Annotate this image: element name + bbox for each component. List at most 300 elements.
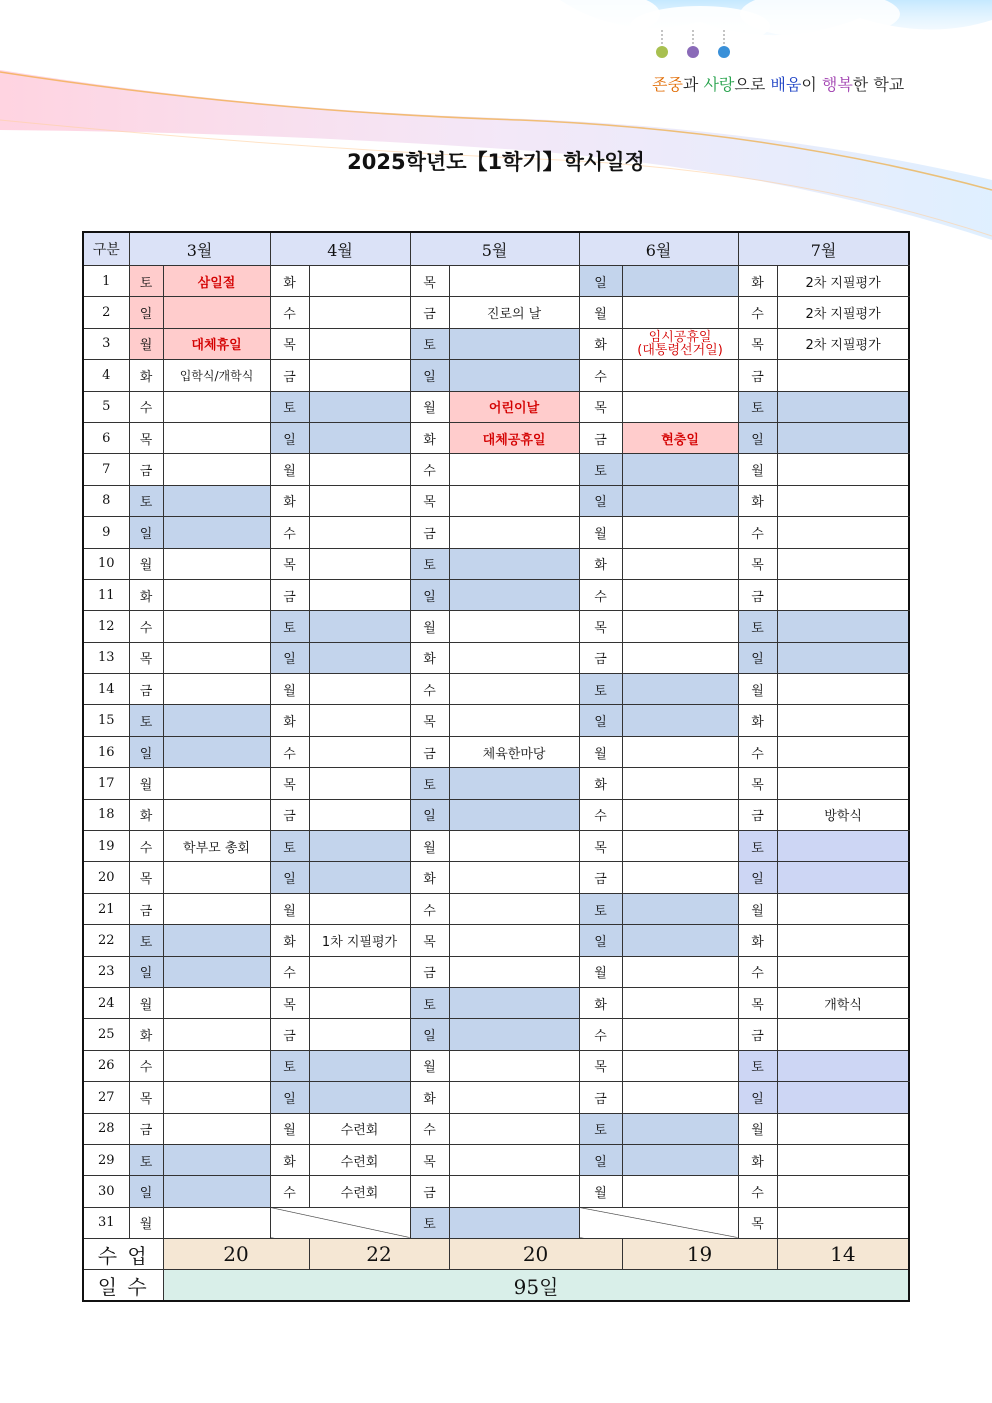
weekday-cell: 토 [738, 391, 777, 422]
event-cell [777, 1207, 909, 1238]
day-row [83, 266, 909, 297]
event-cell [163, 517, 270, 548]
weekday-cell: 월 [129, 548, 163, 579]
weekday-cell: 토 [410, 1207, 449, 1238]
day-row [83, 1082, 909, 1113]
weekday-cell: 월 [129, 1207, 163, 1238]
weekday-cell: 수 [410, 893, 449, 924]
weekday-cell: 토 [738, 1050, 777, 1081]
day-number: 2 [83, 297, 129, 328]
day-row [83, 548, 909, 579]
day-number: 30 [83, 1176, 129, 1207]
event-cell [163, 925, 270, 956]
event-cell [777, 705, 909, 736]
event-cell [309, 956, 410, 987]
event-cell [309, 611, 410, 642]
weekday-cell: 수 [129, 1050, 163, 1081]
event-cell [622, 266, 738, 297]
event-cell: 개학식 [777, 987, 909, 1018]
event-cell [309, 454, 410, 485]
day-number: 17 [83, 768, 129, 799]
weekday-cell: 월 [129, 768, 163, 799]
motto-segment: 이 [801, 75, 822, 94]
event-cell [449, 548, 579, 579]
day-number: 16 [83, 736, 129, 767]
event-cell [163, 611, 270, 642]
weekday-cell: 토 [129, 266, 163, 297]
event-cell: 진로의 날 [449, 297, 579, 328]
weekday-cell: 화 [270, 485, 309, 516]
event-cell [449, 1050, 579, 1081]
weekday-cell: 일 [579, 266, 622, 297]
day-number: 12 [83, 611, 129, 642]
weekday-cell: 월 [410, 391, 449, 422]
weekday-cell: 화 [738, 485, 777, 516]
day-row [83, 674, 909, 705]
weekday-cell: 수 [738, 517, 777, 548]
day-row [83, 862, 909, 893]
weekday-cell: 월 [579, 517, 622, 548]
day-row [83, 1207, 909, 1238]
event-cell [163, 454, 270, 485]
weekday-cell: 일 [579, 1144, 622, 1175]
weekday-cell: 월 [579, 297, 622, 328]
header-background-decoration [0, 0, 992, 260]
event-cell [163, 674, 270, 705]
motto-segment: 배움 [770, 75, 802, 94]
weekday-cell: 목 [270, 548, 309, 579]
event-cell [163, 297, 270, 328]
weekday-cell: 일 [129, 956, 163, 987]
weekday-cell: 월 [270, 893, 309, 924]
event-cell [163, 1019, 270, 1050]
event-cell [777, 1050, 909, 1081]
event-cell: 입학식/개학식 [163, 360, 270, 391]
event-cell [777, 862, 909, 893]
event-cell: 대체휴일 [163, 328, 270, 359]
header-month-4: 4월 [270, 232, 410, 266]
motto-segment: 과 [682, 75, 704, 94]
event-cell [449, 799, 579, 830]
weekday-cell: 월 [579, 1176, 622, 1207]
weekday-cell: 화 [270, 705, 309, 736]
event-cell [622, 297, 738, 328]
motto-segment: 사랑 [703, 75, 735, 94]
weekday-cell: 월 [579, 956, 622, 987]
weekday-cell: 월 [270, 674, 309, 705]
day-number: 10 [83, 548, 129, 579]
day-number: 5 [83, 391, 129, 422]
event-cell [449, 266, 579, 297]
day-row [83, 768, 909, 799]
event-cell [309, 736, 410, 767]
weekday-cell: 화 [410, 1082, 449, 1113]
event-cell [622, 768, 738, 799]
event-cell [309, 987, 410, 1018]
weekday-cell: 목 [579, 831, 622, 862]
event-cell [622, 674, 738, 705]
weekday-cell: 화 [738, 1144, 777, 1175]
event-cell: 체육한마당 [449, 736, 579, 767]
day-row [83, 485, 909, 516]
weekday-cell: 토 [579, 893, 622, 924]
weekday-cell: 일 [410, 799, 449, 830]
day-row [83, 987, 909, 1018]
event-cell: 임시공휴일 (대통령선거일) [622, 328, 738, 359]
weekday-cell: 화 [270, 266, 309, 297]
day-number: 8 [83, 485, 129, 516]
weekday-cell: 목 [410, 925, 449, 956]
event-cell [777, 579, 909, 610]
event-cell [777, 422, 909, 453]
weekday-cell: 화 [410, 862, 449, 893]
weekday-cell: 토 [410, 987, 449, 1018]
weekday-cell: 수 [579, 1019, 622, 1050]
event-cell [777, 736, 909, 767]
page-title: 2025학년도【1학기】학사일정 [347, 150, 645, 174]
day-number: 24 [83, 987, 129, 1018]
motto-segment: 한 학교 [852, 75, 905, 94]
day-row [83, 956, 909, 987]
header-category: 구분 [83, 232, 129, 266]
weekday-cell: 목 [129, 1082, 163, 1113]
total-days-row [83, 1270, 909, 1302]
day-row [83, 893, 909, 924]
event-cell [309, 705, 410, 736]
weekday-cell: 금 [738, 360, 777, 391]
weekday-cell: 토 [270, 831, 309, 862]
event-cell [163, 548, 270, 579]
event-cell [622, 579, 738, 610]
event-cell [163, 1176, 270, 1207]
weekday-cell: 수 [270, 736, 309, 767]
weekday-cell: 토 [129, 1144, 163, 1175]
event-cell [309, 266, 410, 297]
weekday-cell: 일 [579, 925, 622, 956]
day-number: 29 [83, 1144, 129, 1175]
decorative-dots-icon [652, 28, 742, 64]
day-row [83, 297, 909, 328]
day-number: 21 [83, 893, 129, 924]
weekday-cell: 월 [738, 893, 777, 924]
event-cell [777, 956, 909, 987]
event-cell [449, 956, 579, 987]
header-month-5: 5월 [410, 232, 579, 266]
weekday-cell: 일 [129, 1176, 163, 1207]
day-number: 1 [83, 266, 129, 297]
weekday-cell: 수 [270, 956, 309, 987]
weekday-cell: 수 [410, 454, 449, 485]
weekday-cell: 목 [270, 328, 309, 359]
event-cell [309, 674, 410, 705]
day-row [83, 1019, 909, 1050]
event-cell: 학부모 총회 [163, 831, 270, 862]
total-days-value: 95일 [163, 1270, 909, 1302]
event-cell [309, 485, 410, 516]
motto-segment: 으로 [734, 75, 771, 94]
day-number: 28 [83, 1113, 129, 1144]
event-cell [622, 705, 738, 736]
day-row [83, 328, 909, 359]
event-cell [163, 987, 270, 1018]
day-row [83, 1176, 909, 1207]
day-number: 6 [83, 422, 129, 453]
weekday-cell: 토 [738, 611, 777, 642]
event-cell [622, 956, 738, 987]
weekday-cell: 일 [270, 422, 309, 453]
weekday-cell: 수 [579, 360, 622, 391]
weekday-cell: 목 [738, 768, 777, 799]
day-row [83, 705, 909, 736]
event-cell [449, 579, 579, 610]
event-cell [309, 360, 410, 391]
weekday-cell: 수 [579, 799, 622, 830]
weekday-cell: 수 [738, 956, 777, 987]
weekday-cell: 화 [129, 579, 163, 610]
day-number: 3 [83, 328, 129, 359]
day-number: 19 [83, 831, 129, 862]
weekday-cell: 목 [738, 328, 777, 359]
weekday-cell: 수 [410, 1113, 449, 1144]
weekday-cell: 목 [129, 862, 163, 893]
event-cell [777, 925, 909, 956]
weekday-cell: 금 [410, 297, 449, 328]
weekday-cell: 화 [579, 328, 622, 359]
event-cell [777, 1082, 909, 1113]
event-cell [777, 642, 909, 673]
event-cell [777, 674, 909, 705]
weekday-cell: 토 [579, 1113, 622, 1144]
day-number: 9 [83, 517, 129, 548]
day-number: 27 [83, 1082, 129, 1113]
event-cell [163, 893, 270, 924]
event-cell [163, 642, 270, 673]
event-cell [622, 831, 738, 862]
weekday-cell: 화 [579, 768, 622, 799]
weekday-cell: 일 [738, 642, 777, 673]
weekday-cell: 일 [410, 579, 449, 610]
event-cell [449, 1113, 579, 1144]
event-cell [163, 862, 270, 893]
weekday-cell: 월 [129, 987, 163, 1018]
weekday-cell: 월 [270, 454, 309, 485]
day-row [83, 391, 909, 422]
weekday-cell: 목 [129, 422, 163, 453]
event-cell [449, 1176, 579, 1207]
weekday-cell: 목 [410, 705, 449, 736]
event-cell [309, 579, 410, 610]
day-number: 4 [83, 360, 129, 391]
event-cell: 2차 지필평가 [777, 266, 909, 297]
event-cell [309, 768, 410, 799]
day-row [83, 925, 909, 956]
event-cell [309, 297, 410, 328]
weekday-cell: 일 [129, 736, 163, 767]
weekday-cell: 월 [270, 1113, 309, 1144]
weekday-cell: 수 [270, 1176, 309, 1207]
event-cell [777, 485, 909, 516]
event-cell: 수련회 [309, 1144, 410, 1175]
weekday-cell: 화 [579, 548, 622, 579]
weekday-cell: 금 [270, 360, 309, 391]
weekday-cell: 수 [410, 674, 449, 705]
event-cell: 어린이날 [449, 391, 579, 422]
weekday-cell: 수 [738, 1176, 777, 1207]
weekday-cell: 금 [129, 674, 163, 705]
weekday-cell: 토 [579, 454, 622, 485]
day-number: 14 [83, 674, 129, 705]
event-cell [449, 1207, 579, 1238]
event-cell [309, 1019, 410, 1050]
weekday-cell: 금 [129, 1113, 163, 1144]
weekday-cell: 화 [410, 642, 449, 673]
weekday-cell: 토 [270, 611, 309, 642]
event-cell [622, 799, 738, 830]
day-row [83, 736, 909, 767]
weekday-cell: 월 [129, 328, 163, 359]
event-cell [777, 548, 909, 579]
event-cell [163, 391, 270, 422]
event-cell [622, 611, 738, 642]
event-cell [622, 736, 738, 767]
day-row [83, 1113, 909, 1144]
event-cell: 삼일절 [163, 266, 270, 297]
weekday-cell: 일 [738, 422, 777, 453]
event-cell [622, 1019, 738, 1050]
event-cell: 수련회 [309, 1176, 410, 1207]
event-cell [163, 768, 270, 799]
event-cell [163, 956, 270, 987]
event-cell [309, 517, 410, 548]
class-days-count-5: 20 [449, 1239, 622, 1270]
weekday-cell: 목 [410, 485, 449, 516]
day-number: 18 [83, 799, 129, 830]
weekday-cell: 수 [579, 579, 622, 610]
weekday-cell: 일 [270, 1082, 309, 1113]
event-cell [309, 391, 410, 422]
event-cell [777, 454, 909, 485]
weekday-cell: 월 [410, 611, 449, 642]
motto-segment: 행복 [821, 75, 853, 94]
day-row [83, 642, 909, 673]
event-cell [309, 328, 410, 359]
event-cell [622, 1082, 738, 1113]
weekday-cell: 일 [738, 1082, 777, 1113]
weekday-cell: 화 [738, 266, 777, 297]
day-row [83, 360, 909, 391]
motto-segment: 존중 [652, 75, 683, 94]
event-cell [777, 768, 909, 799]
event-cell [163, 1082, 270, 1113]
weekday-cell: 금 [129, 893, 163, 924]
event-cell [777, 611, 909, 642]
weekday-cell: 금 [410, 1176, 449, 1207]
event-cell [449, 642, 579, 673]
event-cell [449, 862, 579, 893]
event-cell [163, 736, 270, 767]
event-cell [163, 1207, 270, 1238]
header-month-7: 7월 [738, 232, 909, 266]
event-cell [449, 328, 579, 359]
weekday-cell: 목 [410, 266, 449, 297]
event-cell [622, 360, 738, 391]
day-row [83, 611, 909, 642]
event-cell [622, 1176, 738, 1207]
weekday-cell: 월 [738, 674, 777, 705]
event-cell [622, 1050, 738, 1081]
event-cell [622, 454, 738, 485]
weekday-cell: 일 [579, 485, 622, 516]
weekday-cell: 화 [738, 705, 777, 736]
empty-day-cell [579, 1207, 738, 1238]
weekday-cell: 수 [270, 297, 309, 328]
event-cell [309, 831, 410, 862]
weekday-cell: 월 [579, 736, 622, 767]
event-cell [163, 1144, 270, 1175]
day-number: 22 [83, 925, 129, 956]
weekday-cell: 금 [738, 579, 777, 610]
weekday-cell: 화 [129, 360, 163, 391]
event-cell [622, 925, 738, 956]
event-cell [622, 517, 738, 548]
weekday-cell: 화 [410, 422, 449, 453]
event-cell [163, 799, 270, 830]
event-cell [449, 893, 579, 924]
weekday-cell: 금 [579, 422, 622, 453]
event-cell [309, 642, 410, 673]
weekday-cell: 일 [129, 517, 163, 548]
weekday-cell: 수 [270, 517, 309, 548]
weekday-cell: 일 [129, 297, 163, 328]
event-cell [163, 1050, 270, 1081]
event-cell [777, 1176, 909, 1207]
event-cell [309, 548, 410, 579]
header-month-3: 3월 [129, 232, 270, 266]
weekday-cell: 월 [410, 831, 449, 862]
event-cell [449, 925, 579, 956]
weekday-cell: 월 [410, 1050, 449, 1081]
weekday-cell: 수 [738, 736, 777, 767]
event-cell [777, 831, 909, 862]
weekday-cell: 금 [579, 862, 622, 893]
weekday-cell: 금 [738, 1019, 777, 1050]
weekday-cell: 화 [129, 1019, 163, 1050]
event-cell [449, 485, 579, 516]
event-cell [449, 1082, 579, 1113]
weekday-cell: 수 [738, 297, 777, 328]
event-cell [449, 705, 579, 736]
event-cell [777, 517, 909, 548]
event-cell [309, 422, 410, 453]
event-cell [622, 485, 738, 516]
event-cell [309, 862, 410, 893]
weekday-cell: 목 [579, 1050, 622, 1081]
event-cell [622, 987, 738, 1018]
event-cell [309, 893, 410, 924]
weekday-cell: 토 [738, 831, 777, 862]
weekday-cell: 금 [129, 454, 163, 485]
day-number: 15 [83, 705, 129, 736]
school-motto [652, 72, 904, 95]
event-cell [622, 1144, 738, 1175]
weekday-cell: 목 [270, 987, 309, 1018]
class-days-row [83, 1239, 909, 1270]
day-number: 23 [83, 956, 129, 987]
day-row [83, 1144, 909, 1175]
total-days-label: 일 수 [83, 1270, 163, 1302]
event-cell: 2차 지필평가 [777, 297, 909, 328]
event-cell: 1차 지필평가 [309, 925, 410, 956]
